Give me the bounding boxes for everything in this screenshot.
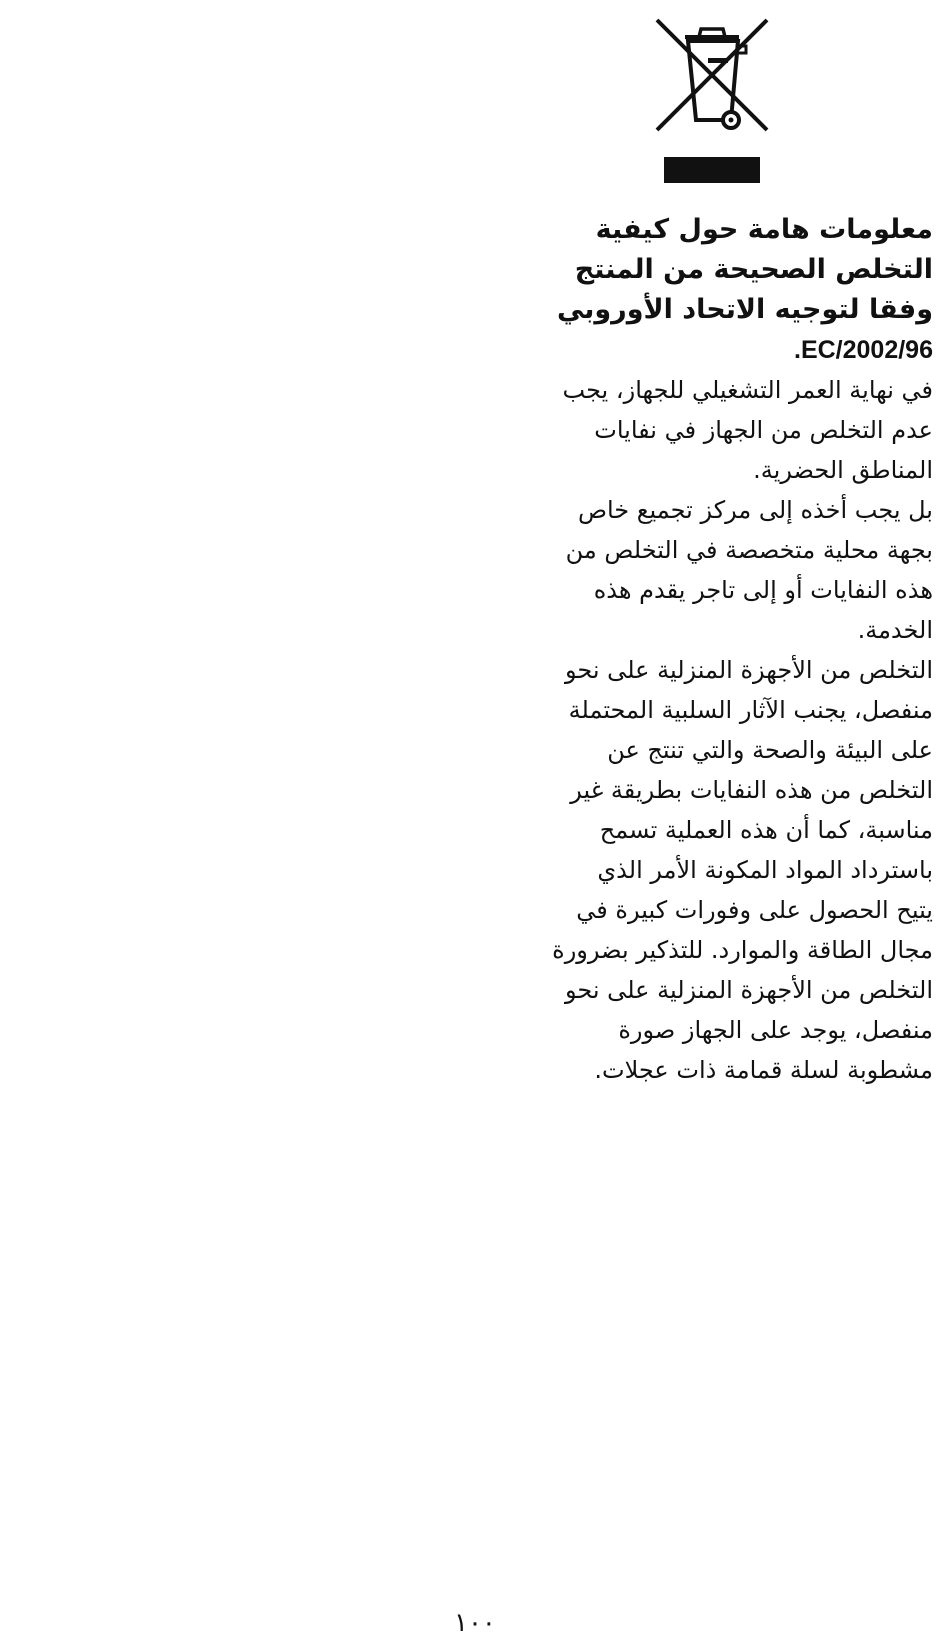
paragraph-line: هذه النفايات أو إلى تاجر يقدم هذه bbox=[593, 576, 933, 604]
notice-heading bbox=[488, 210, 933, 370]
paragraph-collection-center bbox=[488, 490, 933, 650]
paragraph-line: المناطق الحضرية. bbox=[753, 456, 933, 484]
paragraph-line: التخلص من هذه النفايات بطريقة غير bbox=[570, 776, 933, 804]
paragraph-line: منفصل، يوجد على الجهاز صورة bbox=[618, 1016, 933, 1044]
page-number: ١٠٠ bbox=[454, 1608, 496, 1638]
paragraph-line: على البيئة والصحة والتي تنتج عن bbox=[607, 736, 933, 764]
heading-line: وفقا لتوجيه الاتحاد الأوروبي bbox=[556, 294, 933, 325]
paragraph-line: منفصل، يجنب الآثار السلبية المحتملة bbox=[568, 696, 933, 724]
disposal-notice bbox=[488, 210, 933, 1090]
weee-underline-bar bbox=[664, 157, 760, 183]
paragraph-line: بجهة محلية متخصصة في التخلص من bbox=[565, 536, 933, 564]
crossed-out-wheelie-bin-icon bbox=[651, 14, 773, 136]
paragraph-line: باسترداد المواد المكونة الأمر الذي bbox=[597, 856, 933, 884]
paragraph-line: التخلص من الأجهزة المنزلية على نحو bbox=[564, 656, 933, 684]
paragraph-line: عدم التخلص من الجهاز في نفايات bbox=[594, 416, 933, 444]
paragraph-line: مجال الطاقة والموارد. للتذكير بضرورة bbox=[552, 936, 933, 964]
paragraph-line: التخلص من الأجهزة المنزلية على نحو bbox=[564, 976, 933, 1004]
paragraph-end-of-life bbox=[488, 370, 933, 490]
heading-line: معلومات هامة حول كيفية bbox=[595, 214, 933, 245]
directive-number: 2002/96/EC. bbox=[793, 336, 933, 364]
paragraph-line: في نهاية العمر التشغيلي للجهاز، يجب bbox=[562, 376, 933, 404]
heading-line: التخلص الصحيحة من المنتج bbox=[574, 254, 933, 285]
paragraph-line: الخدمة. bbox=[857, 616, 933, 644]
paragraph-line: مناسبة، كما أن هذه العملية تسمح bbox=[599, 816, 933, 844]
paragraph-line: بل يجب أخذه إلى مركز تجميع خاص bbox=[577, 496, 933, 524]
paragraph-line: مشطوبة لسلة قمامة ذات عجلات. bbox=[594, 1056, 933, 1084]
paragraph-separate-disposal bbox=[488, 650, 933, 1090]
paragraph-line: يتيح الحصول على وفورات كبيرة في bbox=[576, 896, 933, 924]
